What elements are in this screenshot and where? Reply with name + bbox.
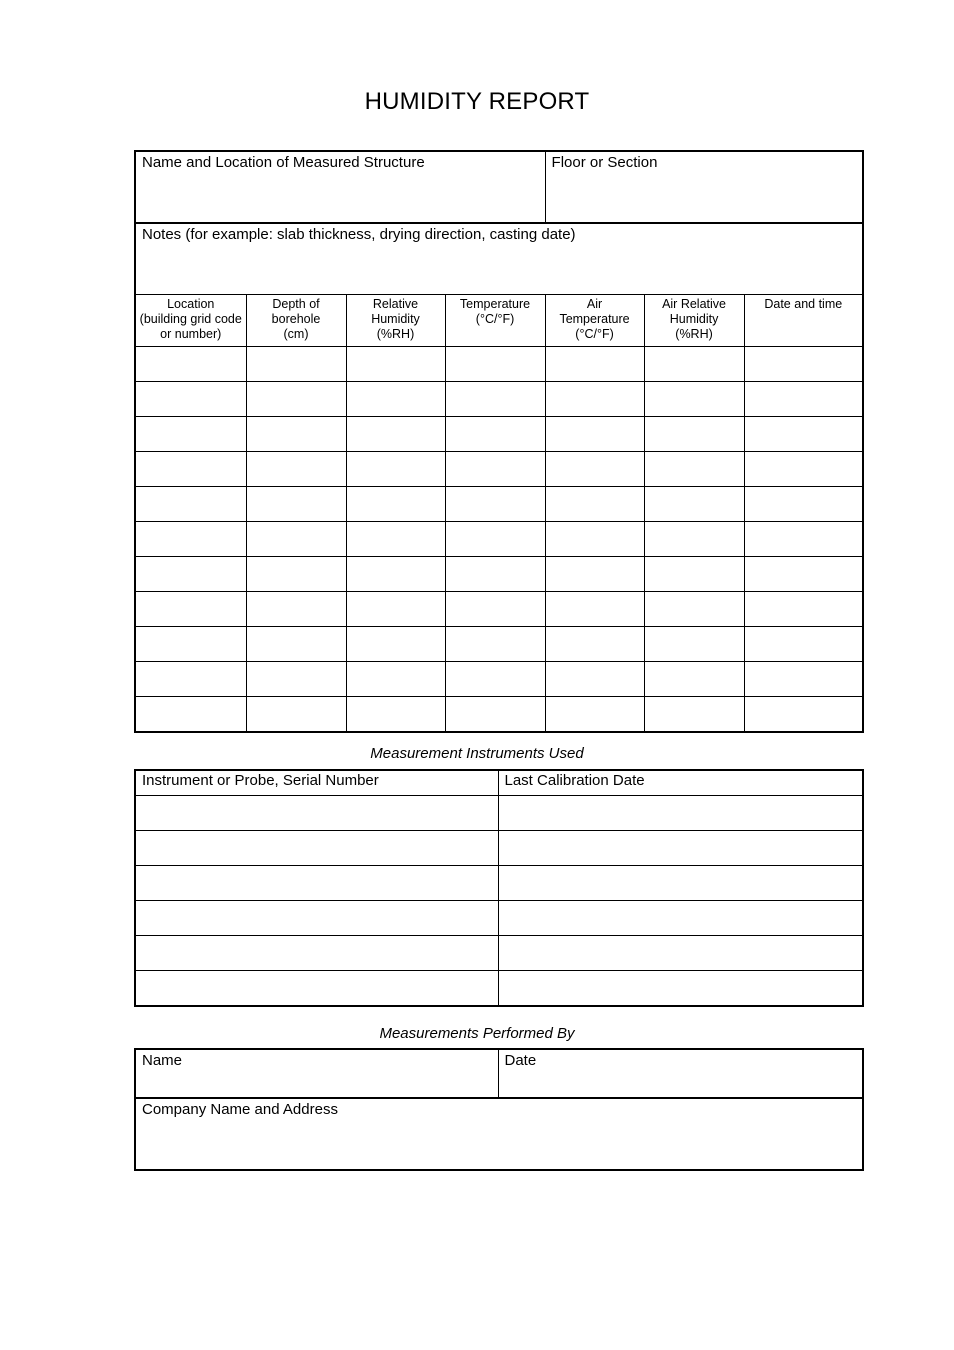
column-header-line: Air — [586, 297, 603, 311]
company-label: Company Name and Address — [142, 1101, 338, 1118]
table-row — [135, 662, 863, 697]
measurement-cell[interactable] — [545, 487, 644, 522]
measurement-cell[interactable] — [346, 697, 445, 733]
measurement-cell[interactable] — [346, 347, 445, 382]
instrument-cell[interactable] — [135, 971, 498, 1007]
measurement-cell[interactable] — [644, 382, 744, 417]
instrument-cell[interactable] — [135, 796, 498, 831]
measurement-cell[interactable] — [445, 347, 545, 382]
structure-measurements-table — [134, 150, 864, 733]
measurement-cell[interactable] — [346, 592, 445, 627]
measurement-cell[interactable] — [545, 662, 644, 697]
measurement-cell[interactable] — [545, 557, 644, 592]
table-row — [135, 796, 863, 831]
measurement-cell[interactable] — [246, 382, 346, 417]
column-header-line: Humidity — [669, 312, 719, 326]
measurement-cell[interactable] — [545, 522, 644, 557]
measurement-cell[interactable] — [135, 347, 246, 382]
column-header-line: (°C/°F) — [475, 312, 515, 326]
measurement-cell[interactable] — [644, 662, 744, 697]
measurement-cell[interactable] — [135, 382, 246, 417]
measurement-cell[interactable] — [246, 627, 346, 662]
calibration-date-cell[interactable] — [498, 831, 863, 866]
column-header-line: Humidity — [371, 312, 420, 326]
measurement-cell[interactable] — [744, 662, 863, 697]
measurement-cell[interactable] — [246, 417, 346, 452]
table-row — [135, 487, 863, 522]
measurement-cell[interactable] — [445, 627, 545, 662]
measurement-cell[interactable] — [445, 417, 545, 452]
table-row — [135, 592, 863, 627]
column-header-line: Temperature — [459, 297, 531, 311]
table-row — [135, 347, 863, 382]
floor-section-label: Floor or Section — [551, 154, 658, 171]
measurement-cell[interactable] — [545, 627, 644, 662]
measurement-cell[interactable] — [135, 662, 246, 697]
measurement-cell[interactable] — [644, 452, 744, 487]
measurement-cell[interactable] — [246, 697, 346, 733]
structure-name-location-label: Name and Location of Measured Structure — [142, 154, 425, 171]
measurement-cell[interactable] — [346, 417, 445, 452]
column-header — [445, 295, 545, 347]
measurement-cell[interactable] — [744, 522, 863, 557]
column-header-line: (cm) — [283, 327, 309, 341]
measurement-cell[interactable] — [135, 417, 246, 452]
measurement-cell[interactable] — [644, 592, 744, 627]
measurement-cell[interactable] — [246, 592, 346, 627]
measurement-cell[interactable] — [445, 487, 545, 522]
measurement-cell[interactable] — [135, 487, 246, 522]
column-header-line: (%RH) — [675, 327, 713, 341]
column-header — [545, 295, 644, 347]
table-row — [135, 417, 863, 452]
measurement-cell[interactable] — [744, 382, 863, 417]
measurement-cell[interactable] — [744, 347, 863, 382]
performed-by-table — [134, 1048, 864, 1171]
instrument-cell[interactable] — [135, 901, 498, 936]
measurement-cell[interactable] — [445, 592, 545, 627]
measurement-cell[interactable] — [135, 452, 246, 487]
table-row — [135, 901, 863, 936]
instrument-header: Instrument or Probe, Serial Number — [135, 770, 498, 796]
calibration-date-cell[interactable] — [498, 796, 863, 831]
instruments-table — [134, 769, 864, 1007]
table-row — [135, 831, 863, 866]
measurement-cell[interactable] — [135, 522, 246, 557]
table-row — [135, 697, 863, 733]
measurement-cell[interactable] — [744, 487, 863, 522]
measurement-cell[interactable] — [644, 347, 744, 382]
measurement-cell[interactable] — [445, 697, 545, 733]
measurement-cell[interactable] — [246, 347, 346, 382]
measurement-cell[interactable] — [346, 662, 445, 697]
calibration-date-cell[interactable] — [498, 936, 863, 971]
table-row — [135, 522, 863, 557]
measurement-cell[interactable] — [246, 557, 346, 592]
calibration-date-cell[interactable] — [498, 971, 863, 1007]
measurement-cell[interactable] — [644, 697, 744, 733]
column-header-line: Relative — [372, 297, 419, 311]
notes-label: Notes (for example: slab thickness, drying direction, casting date) — [142, 226, 576, 243]
measurement-cell[interactable] — [445, 662, 545, 697]
measurement-cell[interactable] — [644, 557, 744, 592]
measurement-cell[interactable] — [246, 487, 346, 522]
measurement-cell[interactable] — [445, 452, 545, 487]
measurement-cell[interactable] — [135, 697, 246, 733]
measurement-cell[interactable] — [346, 627, 445, 662]
measurement-cell[interactable] — [744, 557, 863, 592]
measurement-cell[interactable] — [744, 697, 863, 733]
measurement-cell[interactable] — [346, 522, 445, 557]
date-field[interactable] — [498, 1049, 863, 1098]
floor-section-field[interactable] — [545, 151, 863, 223]
column-header-line: borehole — [271, 312, 321, 326]
measurement-cell[interactable] — [135, 592, 246, 627]
measurement-cell[interactable] — [545, 382, 644, 417]
measurement-cell[interactable] — [744, 592, 863, 627]
measurement-cell[interactable] — [744, 452, 863, 487]
performed-by-caption: Measurements Performed By — [379, 1025, 575, 1042]
measurement-cell[interactable] — [744, 417, 863, 452]
measurement-cell[interactable] — [135, 557, 246, 592]
column-header — [346, 295, 445, 347]
column-header-line: Depth of — [272, 297, 320, 311]
instrument-cell[interactable] — [135, 936, 498, 971]
date-label: Date — [504, 1052, 537, 1069]
table-row — [135, 936, 863, 971]
measurement-cell[interactable] — [744, 627, 863, 662]
column-header-line: (building grid code — [139, 312, 242, 326]
table-row — [135, 382, 863, 417]
measurement-cell[interactable] — [246, 452, 346, 487]
measurement-cell[interactable] — [346, 382, 445, 417]
name-field[interactable] — [135, 1049, 498, 1098]
column-header-line: Date and time — [764, 297, 843, 311]
measurement-cell[interactable] — [445, 557, 545, 592]
measurement-cell[interactable] — [545, 417, 644, 452]
column-header-line: Air Relative — [662, 297, 726, 311]
column-header — [644, 295, 744, 347]
table-row — [135, 866, 863, 901]
column-header-line: (°C/°F) — [575, 327, 614, 341]
calibration-date-cell[interactable] — [498, 901, 863, 936]
table-row — [135, 627, 863, 662]
instruments-caption: Measurement Instruments Used — [370, 745, 584, 762]
instrument-cell[interactable] — [135, 866, 498, 901]
measurement-cell[interactable] — [545, 697, 644, 733]
structure-name-location-field[interactable] — [135, 151, 545, 223]
measurement-cell[interactable] — [346, 557, 445, 592]
column-header — [135, 295, 246, 347]
page-title: HUMIDITY REPORT — [364, 88, 590, 115]
column-header-line: (%RH) — [376, 327, 415, 341]
column-header-line: Location — [167, 297, 215, 311]
calibration-date-cell[interactable] — [498, 866, 863, 901]
measurement-cell[interactable] — [135, 627, 246, 662]
measurement-cell[interactable] — [644, 627, 744, 662]
instrument-cell[interactable] — [135, 831, 498, 866]
measurement-cell[interactable] — [445, 382, 545, 417]
measurement-cell[interactable] — [644, 487, 744, 522]
measurement-cell[interactable] — [644, 417, 744, 452]
measurement-cell[interactable] — [246, 662, 346, 697]
measurement-cell[interactable] — [545, 592, 644, 627]
notes-field[interactable] — [135, 223, 863, 295]
column-header — [246, 295, 346, 347]
measurement-cell[interactable] — [644, 522, 744, 557]
name-label: Name — [142, 1052, 183, 1069]
column-header-line: or number) — [160, 327, 222, 341]
measurement-cell[interactable] — [545, 347, 644, 382]
column-header-line: Temperature — [559, 312, 630, 326]
measurement-cell[interactable] — [445, 522, 545, 557]
table-row — [135, 452, 863, 487]
measurement-cell[interactable] — [246, 522, 346, 557]
measurement-cell[interactable] — [545, 452, 644, 487]
table-row — [135, 557, 863, 592]
measurement-cell[interactable] — [346, 487, 445, 522]
company-field[interactable] — [135, 1098, 863, 1170]
table-row — [135, 971, 863, 1007]
measurement-cell[interactable] — [346, 452, 445, 487]
column-header — [744, 295, 863, 347]
calibration-header: Last Calibration Date — [498, 770, 863, 796]
